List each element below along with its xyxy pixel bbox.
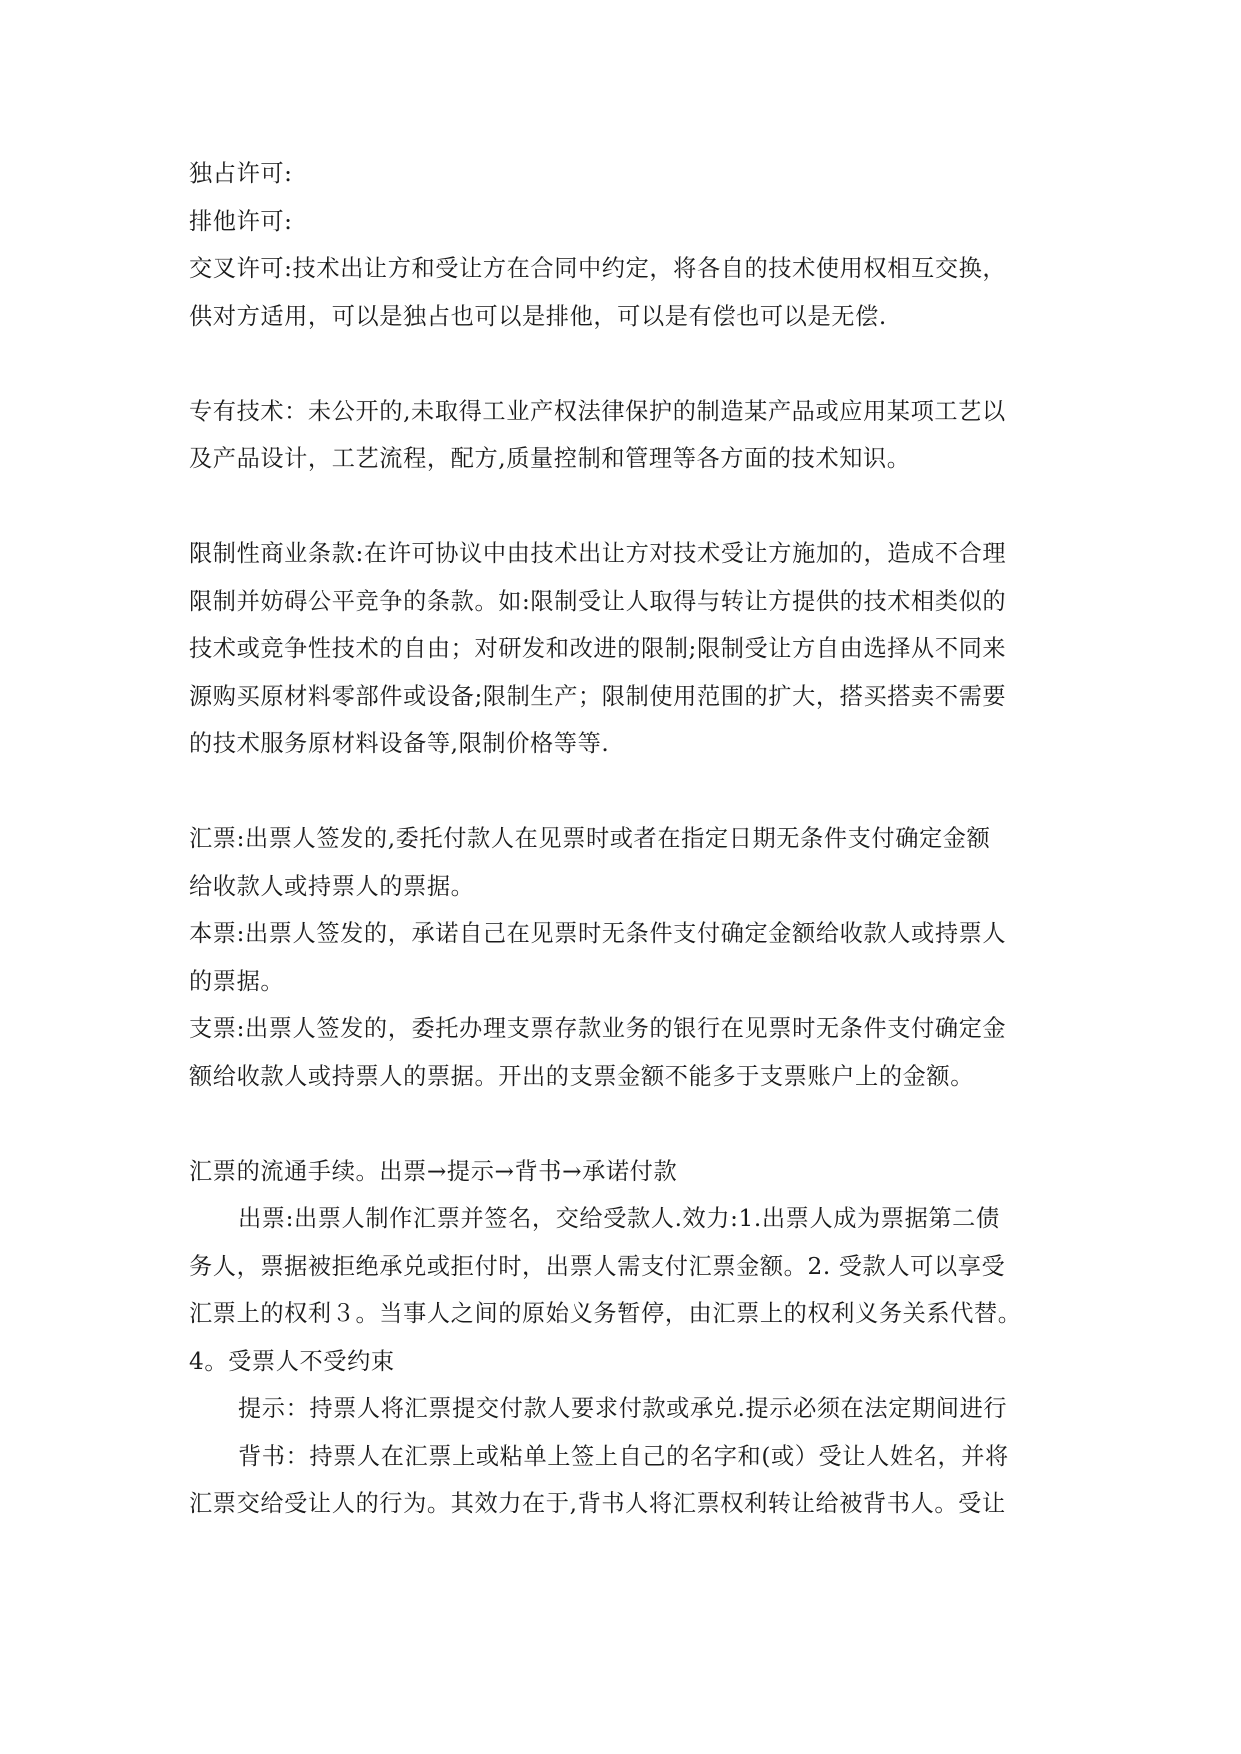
text-line: 的技术服务原材料设备等,限制价格等等. (189, 730, 610, 757)
text-line: 及产品设计，工艺流程，配方,质量控制和管理等各方面的技术知识。 (189, 445, 911, 472)
text-line: 汇票交给受让人的行为。其效力在于,背书人将汇票权利转让给被背书人。受让 (189, 1490, 1006, 1517)
text-line: 本票:出票人签发的，承诺自己在见票时无条件支付确定金额给收款人或持票人 (189, 920, 1007, 947)
text-line: 汇票:出票人签发的,委托付款人在见票时或者在指定日期无条件支付确定金额 (189, 825, 991, 852)
text-line: 独占许可: (189, 160, 293, 187)
text-line: 交叉许可:技术出让方和受让方在合同中约定，将各自的技术使用权相互交换， (189, 255, 1007, 282)
text-line: 4。受票人不受约束 (189, 1347, 395, 1375)
text-line: 提示：持票人将汇票提交付款人要求付款或承兑.提示必须在法定期间进行 (238, 1395, 1008, 1422)
text-line: 技术或竞争性技术的自由；对研发和改进的限制;限制受让方自由选择从不同来 (189, 635, 1007, 662)
text-line: 排他许可: (189, 207, 293, 235)
text-line: 支票:出票人签发的，委托办理支票存款业务的银行在见票时无条件支付确定金 (189, 1015, 1007, 1042)
text-line: 背书：持票人在汇票上或粘单上签上自己的名字和(或）受让人姓名，并将 (238, 1442, 1009, 1470)
text-line: 出票:出票人制作汇票并签名，交给受款人.效力:1.出票人成为票据第二债 (238, 1205, 1000, 1232)
text-line: 源购买原材料零部件或设备;限制生产；限制使用范围的扩大，搭买搭卖不需要 (189, 682, 1007, 710)
paragraph-gap (189, 768, 1055, 816)
text-line: 专有技术：未公开的,未取得工业产权法律保护的制造某产品或应用某项工艺以 (189, 397, 1006, 425)
text-line: 给收款人或持票人的票据。 (189, 872, 475, 900)
text-line: 供对方适用，可以是独占也可以是排他，可以是有偿也可以是无偿. (189, 302, 887, 330)
paragraph-gap (189, 340, 1055, 388)
document-page (189, 150, 1055, 1528)
text-line: 限制并妨碍公平竞争的条款。如:限制受让人取得与转让方提供的技术相类似的 (189, 587, 1007, 615)
text-line: 限制性商业条款:在许可协议中由技术出让方对技术受让方施加的，造成不合理 (189, 540, 1007, 567)
text-line: 汇票的流通手续。出票→提示→背书→承诺付款 (189, 1157, 678, 1185)
text-line: 额给收款人或持票人的票据。开出的支票金额不能多于支票账户上的金额。 (189, 1062, 974, 1090)
text-line: 汇票上的权利３。当事人之间的原始义务暂停，由汇票上的权利义务关系代替。 (189, 1300, 1022, 1327)
text-line: 的票据。 (189, 967, 285, 995)
text-line: 务人，票据被拒绝承兑或拒付时，出票人需支付汇票金额。2. 受款人可以享受 (189, 1252, 1006, 1280)
paragraph-gap (189, 1100, 1055, 1148)
paragraph-gap (189, 483, 1055, 531)
